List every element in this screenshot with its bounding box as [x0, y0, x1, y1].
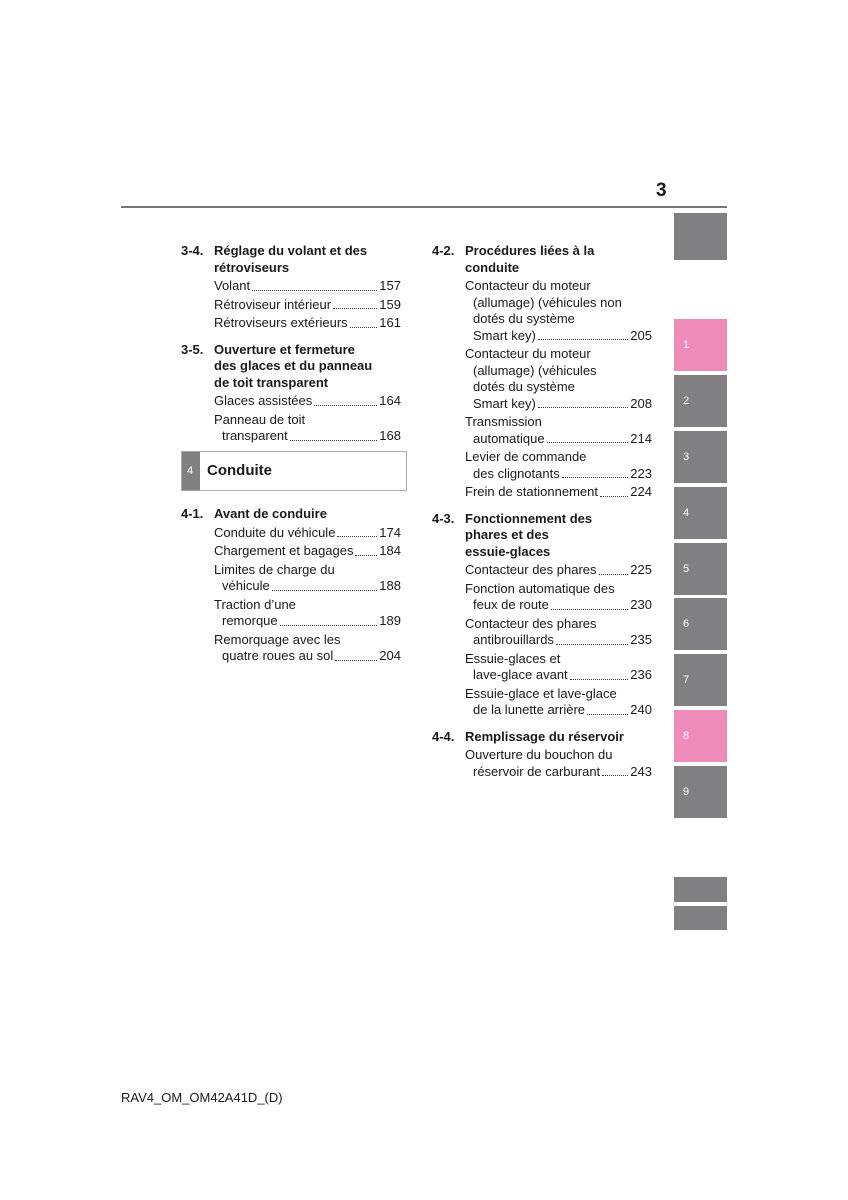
section-gap — [432, 503, 652, 511]
footer-code: RAV4_OM_OM42A41D_(D) — [121, 1090, 283, 1105]
tab-label: 6 — [683, 618, 690, 630]
leader-dots — [547, 442, 629, 443]
page-ref[interactable]: 223 — [630, 465, 652, 481]
tab-label: 3 — [683, 451, 690, 463]
toc-entry[interactable] — [214, 315, 401, 332]
toc-entry[interactable] — [214, 393, 401, 410]
page-ref[interactable]: 236 — [630, 667, 652, 682]
section-heading — [181, 243, 401, 276]
tab-chapter-5[interactable] — [674, 543, 727, 595]
toc-entry-text — [465, 346, 652, 412]
section-title-line: Fonctionnement des — [465, 510, 593, 526]
toc-entry-line: antibrouillards — [473, 632, 554, 647]
toc-entry-text — [465, 686, 652, 719]
toc-entry-text — [214, 543, 401, 560]
section-number: 4-4. — [432, 728, 455, 744]
toc-entry[interactable] — [465, 651, 652, 684]
toc-entry-line: automatique — [473, 430, 545, 446]
toc-entry-last-line — [214, 613, 401, 630]
page-ref[interactable]: 214 — [630, 430, 652, 446]
toc-entry-line: Levier de commande — [465, 449, 587, 464]
toc-entry-last-line — [214, 297, 401, 314]
toc-entry-line: Contacteur du moteur — [465, 278, 591, 293]
section-heading — [432, 243, 652, 276]
toc-entry-line: véhicule — [222, 578, 270, 593]
toc-entry-line: Traction d’une — [214, 596, 296, 612]
toc-entry-line: lave-glace avant — [473, 667, 568, 682]
leader-dots — [551, 609, 628, 610]
tab-label: 7 — [683, 674, 690, 686]
toc-entry-last-line — [214, 315, 401, 332]
tab-chapter-9[interactable] — [674, 766, 727, 818]
leader-dots — [272, 590, 378, 591]
toc-entry-text — [214, 315, 401, 332]
toc-entry[interactable] — [465, 747, 652, 780]
toc-entry[interactable] — [465, 686, 652, 719]
toc-entry[interactable] — [465, 616, 652, 649]
toc-entry-text — [214, 278, 401, 295]
page-ref[interactable]: 164 — [379, 393, 401, 408]
leader-dots — [280, 625, 378, 626]
chapter-number-cell — [182, 452, 200, 490]
section-title — [465, 729, 652, 746]
section-heading — [181, 342, 401, 392]
chapter-header — [181, 451, 407, 491]
section-title-line: essuie-glaces — [465, 543, 551, 559]
toc-entry[interactable] — [465, 414, 652, 447]
tab-chapter-1[interactable] — [674, 319, 727, 371]
toc-entry-line: Rétroviseur intérieur — [214, 296, 332, 312]
page-ref[interactable]: 174 — [379, 524, 401, 540]
toc-entry-line: réservoir de carburant — [473, 763, 601, 779]
leader-dots — [556, 644, 628, 645]
toc-entry[interactable] — [214, 543, 401, 560]
leader-dots — [570, 679, 629, 680]
toc-entry[interactable] — [465, 278, 652, 344]
tab-index-a[interactable] — [674, 877, 727, 902]
tab-label: 5 — [683, 563, 690, 575]
toc-entry[interactable] — [465, 346, 652, 412]
toc-entry-line: Smart key) — [473, 395, 536, 411]
page-number: 3 — [656, 180, 667, 201]
section-title-line: Réglage du volant et des — [214, 243, 368, 258]
section-title — [465, 243, 652, 276]
toc-entry-last-line — [465, 764, 652, 781]
toc-entry-text — [214, 393, 401, 410]
toc-entry-line: transparent — [222, 428, 288, 443]
page-ref[interactable]: 157 — [379, 278, 401, 293]
tab-label: 1 — [683, 339, 690, 351]
toc-entry-last-line — [465, 396, 652, 413]
leader-dots — [599, 574, 629, 575]
toc-entry[interactable] — [214, 632, 401, 665]
toc-entry-line: dotés du système — [473, 379, 575, 394]
page-ref[interactable]: 208 — [630, 395, 652, 411]
toc-entry[interactable] — [214, 297, 401, 314]
section-heading — [432, 729, 652, 746]
tab-label: 4 — [683, 507, 690, 519]
toc-entry-last-line — [465, 466, 652, 483]
page-ref[interactable]: 168 — [379, 428, 401, 443]
page-ref[interactable]: 189 — [379, 613, 401, 628]
toc-column-left-top — [181, 243, 401, 455]
toc-entry-last-line — [214, 543, 401, 560]
toc-entry-text — [214, 412, 401, 445]
chapter-title: Conduite — [207, 462, 272, 479]
chapter-number: 4 — [187, 465, 194, 477]
toc-entry-line: Chargement et bagages — [214, 543, 354, 558]
page-ref[interactable]: 240 — [630, 702, 652, 717]
toc-entry-line: Ouverture du bouchon du — [465, 747, 613, 762]
section-gap — [432, 782, 652, 790]
toc-entry-last-line — [465, 597, 652, 614]
tab-chapter-7[interactable] — [674, 654, 727, 706]
toc-entry-line: de la lunette arrière — [473, 702, 586, 717]
toc-entry-line: Smart key) — [473, 327, 536, 343]
toc-entry-text — [465, 278, 652, 344]
leader-dots — [337, 536, 377, 537]
leader-dots — [335, 660, 377, 661]
leader-dots — [562, 477, 629, 478]
page-ref[interactable]: 235 — [630, 632, 652, 647]
toc-entry-line: Conduite du véhicule — [214, 524, 336, 540]
toc-entry-line: Contacteur du moteur — [465, 346, 591, 361]
toc-entry-last-line — [465, 632, 652, 649]
toc-entry-line: Panneau de toit — [214, 411, 306, 427]
toc-entry-last-line — [214, 393, 401, 410]
toc-entry-text — [214, 297, 401, 314]
page-ref[interactable]: 161 — [379, 315, 401, 330]
toc-entry-line: Limites de charge du — [214, 561, 335, 577]
toc-entry-line: Glaces assistées — [214, 393, 313, 408]
leader-dots — [587, 714, 628, 715]
page-ref[interactable]: 230 — [630, 597, 652, 612]
toc-entry-line: Contacteur des phares — [465, 615, 597, 631]
toc-entry-text — [214, 632, 401, 665]
toc-entry-line: Contacteur des phares — [465, 562, 597, 577]
toc-entry[interactable] — [465, 449, 652, 482]
section-title-line: rétroviseurs — [214, 259, 290, 275]
section-title-line: Procédures liées à la — [465, 243, 595, 258]
section-title-line: conduite — [465, 259, 520, 275]
tab-index-b[interactable] — [674, 906, 727, 930]
toc-entry-text — [465, 562, 652, 579]
toc-entry[interactable] — [214, 525, 401, 542]
toc-entry-line: (allumage) (véhicules non — [473, 294, 622, 310]
toc-entry[interactable] — [465, 581, 652, 614]
toc-entry-line: remorque — [222, 613, 278, 628]
section-title — [465, 511, 652, 561]
section-title-line: des glaces et du panneau — [214, 358, 373, 373]
section-heading — [432, 511, 652, 561]
section-title — [214, 243, 401, 276]
tab-label: 9 — [683, 786, 690, 798]
toc-entry-line: quatre roues au sol — [222, 648, 334, 663]
toc-entry-text — [214, 597, 401, 630]
toc-entry-last-line — [465, 484, 652, 501]
toc-entry-text — [465, 747, 652, 780]
tab-chapter-8[interactable] — [674, 710, 727, 762]
toc-entry-text — [214, 525, 401, 542]
section-title-line: phares et des — [465, 527, 549, 542]
toc-entry-last-line — [465, 562, 652, 579]
toc-entry-last-line — [465, 431, 652, 448]
leader-dots — [350, 327, 378, 328]
toc-entry[interactable] — [465, 484, 652, 501]
section-title — [214, 506, 401, 523]
section-title — [214, 342, 401, 392]
toc-entry-line: dotés du système — [473, 311, 575, 326]
toc-entry-last-line — [214, 428, 401, 445]
toc-entry-last-line — [465, 328, 652, 345]
tab-current-chapter[interactable] — [674, 213, 727, 260]
toc-entry-line: des clignotants — [473, 465, 560, 481]
header-rule — [121, 206, 727, 208]
section-gap — [181, 334, 401, 342]
section-number: 3-4. — [181, 243, 204, 258]
section-title-line: Ouverture et fermeture — [214, 341, 355, 357]
tab-chapter-4[interactable] — [674, 487, 727, 539]
leader-dots — [333, 308, 377, 309]
toc-entry-last-line — [214, 648, 401, 665]
toc-entry-text — [465, 616, 652, 649]
toc-entry-last-line — [465, 667, 652, 684]
section-number: 3-5. — [181, 341, 204, 357]
toc-entry-line: Essuie-glace et lave-glace — [465, 685, 617, 701]
toc-entry[interactable] — [214, 597, 401, 630]
toc-entry-text — [465, 414, 652, 447]
page-ref[interactable]: 205 — [630, 327, 652, 343]
toc-entry-line: Volant — [214, 278, 251, 293]
toc-entry-line: Frein de stationnement — [465, 484, 598, 499]
leader-dots — [355, 555, 377, 556]
section-number: 4-3. — [432, 510, 455, 526]
page-ref[interactable]: 204 — [379, 648, 401, 663]
toc-entry-text — [214, 562, 401, 595]
page-ref[interactable]: 188 — [379, 578, 401, 593]
leader-dots — [538, 407, 628, 408]
leader-dots — [290, 440, 378, 441]
leader-dots — [538, 339, 628, 340]
page-ref[interactable]: 159 — [379, 296, 401, 312]
page-ref[interactable]: 184 — [379, 543, 401, 558]
leader-dots — [600, 496, 628, 497]
toc-entry-text — [465, 484, 652, 501]
toc-entry-text — [465, 651, 652, 684]
toc-entry-line: feux de route — [473, 597, 549, 612]
tab-chapter-6[interactable] — [674, 598, 727, 650]
section-title-line: de toit transparent — [214, 374, 329, 390]
tab-chapter-3[interactable] — [674, 431, 727, 483]
section-heading — [181, 506, 401, 523]
page-ref[interactable]: 224 — [630, 484, 652, 499]
toc-entry-text — [465, 449, 652, 482]
toc-entry[interactable] — [214, 412, 401, 445]
toc-entry-line: Fonction automatique des — [465, 580, 615, 596]
tab-label: 2 — [683, 395, 690, 407]
toc-entry[interactable] — [214, 562, 401, 595]
toc-entry-line: (allumage) (véhicules — [473, 362, 597, 378]
toc-entry-line: Remorquage avec les — [214, 631, 341, 647]
section-title-line: Remplissage du réservoir — [465, 728, 624, 744]
toc-entry-text — [465, 581, 652, 614]
leader-dots — [252, 290, 377, 291]
tab-chapter-2[interactable] — [674, 375, 727, 427]
page-ref[interactable]: 243 — [630, 763, 652, 779]
toc-entry-line: Transmission — [465, 414, 542, 429]
toc-entry-line: Essuie-glaces et — [465, 650, 561, 666]
leader-dots — [314, 405, 377, 406]
section-number: 4-1. — [181, 506, 204, 521]
toc-entry-line: Rétroviseurs extérieurs — [214, 315, 348, 330]
section-gap — [181, 667, 401, 675]
toc-entry-last-line — [214, 578, 401, 595]
page-ref[interactable]: 225 — [630, 562, 652, 577]
section-gap — [432, 721, 652, 729]
section-number: 4-2. — [432, 243, 455, 258]
toc-column-right — [432, 243, 652, 790]
toc-entry-last-line — [214, 278, 401, 295]
toc-entry[interactable] — [465, 562, 652, 579]
toc-entry-last-line — [465, 702, 652, 719]
toc-entry-last-line — [214, 525, 401, 542]
leader-dots — [602, 775, 628, 776]
section-title-line: Avant de conduire — [214, 506, 327, 521]
toc-column-left-bottom — [181, 506, 401, 675]
toc-entry[interactable] — [214, 278, 401, 295]
tab-label: 8 — [683, 730, 690, 742]
